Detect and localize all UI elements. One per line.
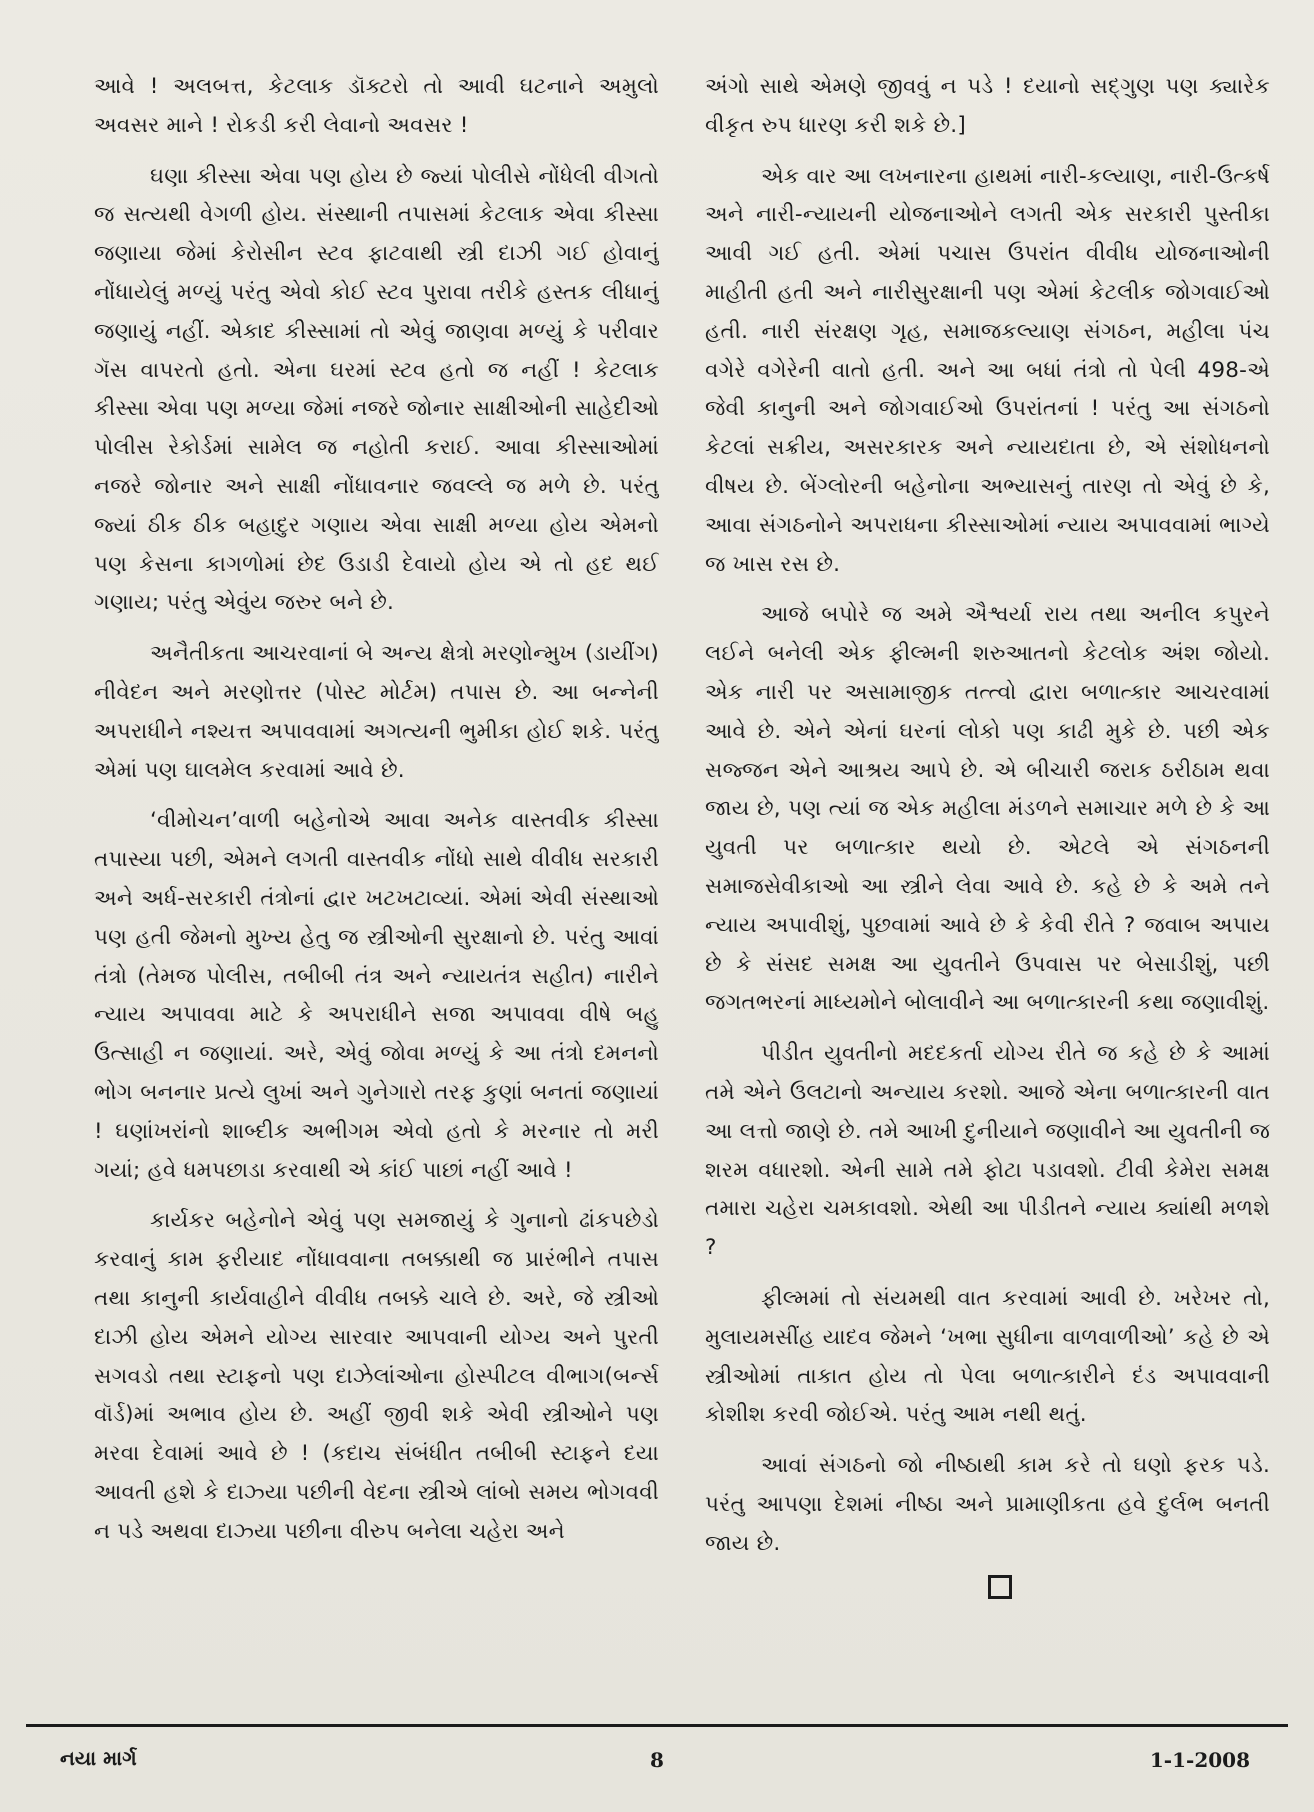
right-column: [705, 68, 1270, 1708]
paragraph: આવે ! અલબત્ત, કેટલાક ડૉક્ટરો તો આવી ઘટનાને અમુલો અવસર માને ! રોકડી કરી લેવાનો અવસર !: [94, 74, 659, 138]
paragraph: પીડીત યુવતીનો મદદકર્તા યોગ્ય રીતે જ કહે છે કે આમાં તમે એને ઉલટાનો અન્યાય કરશો. આજે એના બળાત્કારની વાત આ લત્તો જાણે છે. તમે આખી દુનીયાને જણાવીને આ યુવતીની જ શરમ વધારશો. એની સામે તમે ફોટા પડાવશો. ટીવી કેમેરા સમક્ષ તમારા ચહેરા ચમકાવશો. એથી આ પીડીતને ન્યાય ક્યાંથી મળશે ?: [705, 1041, 1270, 1261]
left-column: [94, 68, 659, 1708]
paragraph: આવાં સંગઠનો જો નીષ્ઠાથી કામ કરે તો ઘણો ફરક પડે. પરંતુ આપણા દેશમાં નીષ્ઠા અને પ્રામાણીકતા હવે દુર્લભ બનતી જાય છે.: [705, 1453, 1270, 1556]
paragraph: ‘વીમોચન’વાળી બહેનોએ આવા અનેક વાસ્તવીક કીસ્સા તપાસ્યા પછી, એમને લગતી વાસ્તવીક નોંધો સાથે વીવીધ સરકારી અને અર્ધ-સરકારી તંત્રોનાં દ્વાર ખટખટાવ્યાં. એમાં એવી સંસ્થાઓ પણ હતી જેમનો મુખ્ય હેતુ જ સ્ત્રીઓની સુરક્ષાનો છે. પરંતુ આવાં તંત્રો (તેમજ પોલીસ, તબીબી તંત્ર અને ન્યાયતંત્ર સહીત) નારીને ન્યાય અપાવવા માટે કે અપરાધીને સજા અપાવવા વીષે બહુ ઉત્સાહી ન જણાયાં. અરે, એવું જોવા મળ્યું કે આ તંત્રો દમનનો ભોગ બનનાર પ્રત્યે લુખાં અને ગુનેગારો તરફ કુણાં બનતાં જણાયાં ! ઘણાંખરાંનો શાબ્દીક અભીગમ એવો હતો કે મરનાર તો મરી ગયાં; હવે ધમપછાડા કરવાથી એ કાંઈ પાછાં નહીં આવે !: [94, 808, 659, 1183]
paragraph: આજે બપોરે જ અમે ઐશ્વર્યા રાય તથા અનીલ કપુરને લઈને બનેલી એક ફીલ્મની શરુઆતનો કેટલોક અંશ જોયો. એક નારી પર અસામાજીક તત્ત્વો દ્વારા બળાત્કાર આચરવામાં આવે છે. એને એનાં ઘરનાં લોકો પણ કાઢી મુકે છે. પછી એક સજ્જન એને આશ્રય આપે છે. એ બીચારી જરાક ઠરીઠામ થવા જાય છે, પણ ત્યાં જ એક મહીલા મંડળને સમાચાર મળે છે કે આ યુવતી પર બળાત્કાર થયો છે. એટલે એ સંગઠનની સમાજસેવીકાઓ આ સ્ત્રીને લેવા આવે છે. કહે છે કે અમે તને ન્યાય અપાવીશું, પુછવામાં આવે છે કે કેવી રીતે ? જવાબ અપાય છે કે સંસદ સમક્ષ આ યુવતીને ઉપવાસ પર બેસાડીશું, પછી જગતભરનાં માધ્યમોને બોલાવીને આ બળાત્કારની કથા જણાવીશું.: [705, 602, 1270, 1016]
paragraph: ઘણા કીસ્સા એવા પણ હોય છે જ્યાં પોલીસે નોંધેલી વીગતો જ સત્યથી વેગળી હોય. સંસ્થાની તપાસમાં કેટલાક એવા કીસ્સા જણાયા જેમાં કેરોસીન સ્ટવ ફાટવાથી સ્ત્રી દાઝી ગઈ હોવાનું નોંધાયેલું મળ્યું પરંતુ એવો કોઈ સ્ટવ પુરાવા તરીકે હસ્તક લીધાનું જણાયું નહીં. એકાદ કીસ્સામાં તો એવું જાણવા મળ્યું કે પરીવાર ગૅસ વાપરતો હતો. એના ઘરમાં સ્ટવ હતો જ નહીં ! કેટલાક કીસ્સા એવા પણ મળ્યા જેમાં નજરે જોનાર સાક્ષીઓની સાહેદીઓ પોલીસ રેકોર્ડમાં સામેલ જ નહોતી કરાઈ. આવા કીસ્સાઓમાં નજરે જોનાર અને સાક્ષી નોંધાવનાર જવલ્લે જ મળે છે. પરંતુ જ્યાં ઠીક ઠીક બહાદુર ગણાય એવા સાક્ષી મળ્યા હોય એમનો પણ કેસના કાગળોમાં છેદ ઉડાડી દેવાયો હોય એ તો હદ થઈ ગણાય; પરંતુ એવુંય જરુર બને છે.: [94, 163, 659, 616]
article-columns: [94, 68, 1270, 1708]
paragraph: કાર્યકર બહેનોને એવું પણ સમજાયું કે ગુનાનો ઢાંકપછેડો કરવાનું કામ ફરીયાદ નોંધાવવાના તબક્કાથી જ પ્રારંભીને તપાસ તથા કાનુની કાર્યવાહીને વીવીધ તબક્કે ચાલે છે. અરે, જે સ્ત્રીઓ દાઝી હોય એમને યોગ્ય સારવાર આપવાની યોગ્ય અને પુરતી સગવડો તથા સ્ટાફનો પણ દાઝેલાંઓના હોસ્પીટલ વીભાગ(બર્ન્સ વૉર્ડ)માં અભાવ હોય છે. અહીં જીવી શકે એવી સ્ત્રીઓને પણ મરવા દેવામાં આવે છે ! (કદાચ સંબંધીત તબીબી સ્ટાફને દયા આવતી હશે કે દાઝ્યા પછીની વેદના સ્ત્રીએ લાંબો સમય ભોગવવી ન પડે અથવા દાઝ્યા પછીના વીરુપ બનેલા ચહેરા અને: [94, 1208, 659, 1544]
paragraph: અનૈતીકતા આચરવાનાં બે અન્ય ક્ષેત્રો મરણોન્મુખ (ડાયીંગ) નીવેદન અને મરણોત્તર (પોસ્ટ મોર્ટમ) તપાસ છે. આ બન્નેની અપરાધીને નશ્યત્ત અપાવવામાં અગત્યની ભુમીકા હોઈ શકે. પરંતુ એમાં પણ ઘાલમેલ કરવામાં આવે છે.: [94, 641, 659, 783]
paragraph: એક વાર આ લખનારના હાથમાં નારી-કલ્યાણ, નારી-ઉત્કર્ષ અને નારી-ન્યાયની યોજનાઓને લગતી એક સરકારી પુસ્તીકા આવી ગઈ હતી. એમાં પચાસ ઉપરાંત વીવીધ યોજનાઓની માહીતી હતી અને નારીસુરક્ષાની પણ એમાં કેટલીક જોગવાઈઓ હતી. નારી સંરક્ષણ ગૃહ, સમાજકલ્યાણ સંગઠન, મહીલા પંચ વગેરે વગેરેની વાતો હતી. અને આ બધાં તંત્રો તો પેલી 498-એ જેવી કાનુની અને જોગવાઈઓ ઉપરાંતનાં ! પરંતુ આ સંગઠનો કેટલાં સક્રીય, અસરકારક અને ન્યાયદાતા છે, એ સંશોધનનો વીષય છે. બેંગ્લોરની બહેનોના અભ્યાસનું તારણ તો એવું છે કે, આવા સંગઠનોને અપરાધના કીસ્સાઓમાં ન્યાય અપાવવામાં ભાગ્યે જ ખાસ રસ છે.: [705, 163, 1270, 577]
issue-date: 1-1-2008: [1149, 1748, 1250, 1772]
magazine-name: નયા માર્ગ: [60, 1746, 137, 1770]
paragraph: અંગો સાથે એમણે જીવવું ન પડે ! દયાનો સદ્ગુણ પણ ક્યારેક વીકૃત રુપ ધારણ કરી શકે છે.]: [705, 74, 1270, 138]
footer-divider: [26, 1724, 1288, 1727]
page-footer: [0, 1746, 1314, 1786]
end-of-article-box-icon: [988, 1575, 1012, 1599]
page-number: 8: [650, 1748, 664, 1772]
paragraph: ફીલ્મમાં તો સંયમથી વાત કરવામાં આવી છે. ખરેખર તો, મુલાયમસીંહ યાદવ જેમને ‘ખભા સુધીના વાળવાળીઓ’ કહે છે એ સ્ત્રીઓમાં તાકાત હોય તો પેલા બળાત્કારીને દંડ અપાવવાની કોશીશ કરવી જોઈએ. પરંતુ આમ નથી થતું.: [705, 1285, 1270, 1428]
